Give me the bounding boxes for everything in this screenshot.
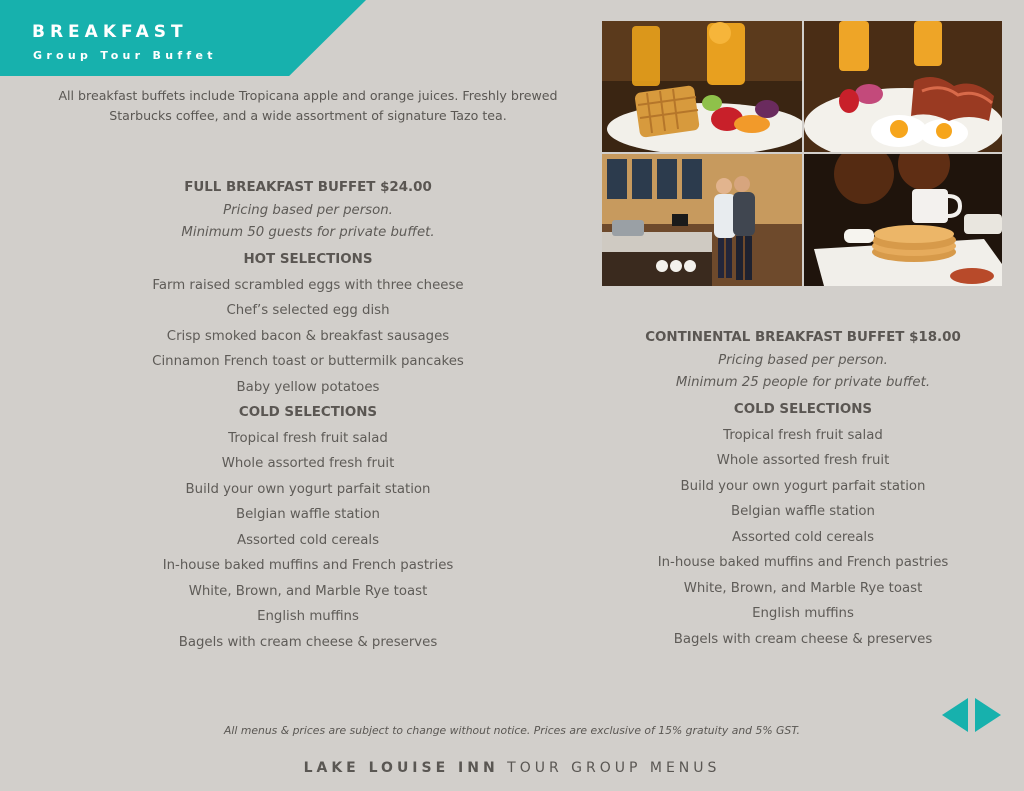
brand-tagline: TOUR GROUP MENUS xyxy=(507,760,721,776)
hot-selections-heading: HOT SELECTIONS xyxy=(243,252,373,267)
menu-item: White, Brown, and Marble Rye toast xyxy=(188,583,428,599)
menu-item: Belgian waffle station xyxy=(731,504,875,519)
waffle-photo xyxy=(602,21,802,152)
brand-name: LAKE LOUISE INN xyxy=(303,760,499,776)
menu-item: Crisp smoked bacon & breakfast sausages xyxy=(166,328,450,344)
eggs-bacon-photo xyxy=(804,21,1002,152)
menu-item: English muffins xyxy=(752,606,854,621)
menu-item: Baby yellow potatoes xyxy=(236,379,380,395)
continental-breakfast-menu xyxy=(588,326,1018,652)
continental-buffet-minimum: Minimum 25 people for private buffet. xyxy=(675,375,931,390)
page-title: BREAKFAST xyxy=(32,22,188,42)
menu-item: In-house baked muffins and French pastries xyxy=(657,555,949,570)
menu-item: Tropical fresh fruit salad xyxy=(228,430,388,446)
full-buffet-pricing: Pricing based per person. xyxy=(223,203,393,218)
buffet-guests-photo xyxy=(602,154,802,286)
cold-selections-heading: COLD SELECTIONS xyxy=(238,405,378,420)
menu-item: Chef’s selected egg dish xyxy=(226,303,390,318)
menu-item: English muffins xyxy=(257,609,359,624)
menu-item: White, Brown, and Marble Rye toast xyxy=(683,580,923,596)
menu-item: Farm raised scrambled eggs with three cheese xyxy=(152,277,464,293)
intro-line-1: All breakfast buffets include Tropicana apple and orange juices. Freshly brewed xyxy=(58,88,558,103)
menu-item: Whole assorted fresh fruit xyxy=(221,456,395,471)
continental-buffet-title: CONTINENTAL BREAKFAST BUFFET $18.00 xyxy=(645,330,961,345)
menu-item: Tropical fresh fruit salad xyxy=(723,427,883,443)
full-breakfast-menu xyxy=(58,176,558,655)
menu-item: Whole assorted fresh fruit xyxy=(716,453,890,468)
photo-collage xyxy=(602,21,1002,286)
pancakes-photo xyxy=(804,154,1002,286)
menu-item: Assorted cold cereals xyxy=(731,529,875,545)
page-subtitle: Group Tour Buffet xyxy=(33,49,217,62)
cold-selections-heading: COLD SELECTIONS xyxy=(733,402,873,417)
full-buffet-title: FULL BREAKFAST BUFFET $24.00 xyxy=(184,180,432,195)
full-buffet-minimum: Minimum 50 guests for private buffet. xyxy=(181,225,435,240)
menu-item: Build your own yogurt parfait station xyxy=(680,478,926,494)
continental-buffet-pricing: Pricing based per person. xyxy=(718,353,888,368)
menu-item: Belgian waffle station xyxy=(236,507,380,522)
menu-item: In-house baked muffins and French pastries xyxy=(162,558,454,573)
disclaimer-note: All menus & prices are subject to change without notice. Prices are exclusive of 15% gratuity and 5% GST. xyxy=(224,724,800,737)
menu-item: Build your own yogurt parfait station xyxy=(185,481,431,497)
menu-item: Bagels with cream cheese & preserves xyxy=(178,634,438,650)
menu-item: Assorted cold cereals xyxy=(236,532,380,548)
menu-item: Bagels with cream cheese & preserves xyxy=(673,631,933,647)
intro-line-2: Starbucks coffee, and a wide assortment of signature Tazo tea. xyxy=(109,108,507,123)
footer-brand xyxy=(0,760,1024,776)
menu-item: Cinnamon French toast or buttermilk pancakes xyxy=(152,354,464,369)
intro-text xyxy=(20,86,596,126)
